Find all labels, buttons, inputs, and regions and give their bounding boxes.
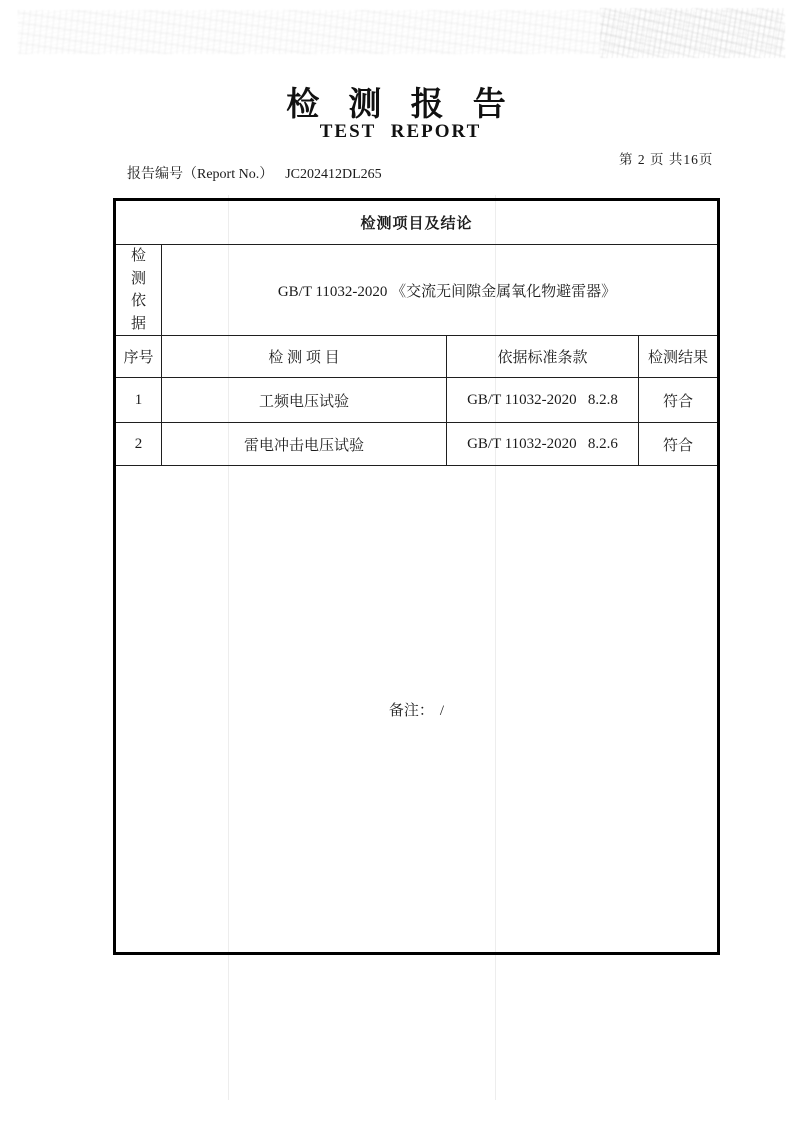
row-result: 符合 (639, 378, 719, 423)
remark-value: / (439, 702, 445, 719)
column-header-item: 检 测 项 目 (162, 336, 447, 378)
row-item: 雷电冲击电压试验 (162, 423, 447, 466)
document-subtitle: TEST REPORT (319, 121, 482, 142)
report-number-line (113, 147, 382, 199)
remark-row (115, 466, 719, 954)
table-title: 检测项目及结论 (115, 200, 719, 245)
row-clause: GB/T 11032-2020 8.2.8 (447, 378, 639, 423)
row-item: 工频电压试验 (162, 378, 447, 423)
test-basis-value: GB/T 11032-2020 《交流无间隙金属氧化物避雷器》 (162, 245, 719, 336)
test-basis-row (115, 245, 719, 336)
remark-cell (115, 466, 719, 954)
row-no: 2 (115, 423, 162, 466)
row-no: 1 (115, 378, 162, 423)
scan-artifact-band-right (600, 8, 785, 58)
document-title: 检 测 报 告 (286, 85, 515, 122)
column-header-no: 序号 (115, 336, 162, 378)
remark-label: 备注： (388, 702, 434, 719)
table-row (115, 423, 719, 466)
column-header-result: 检测结果 (639, 336, 719, 378)
column-header-row (115, 336, 719, 378)
page-indicator: 第 2 页 共16页 (619, 152, 714, 167)
column-header-clause: 依据标准条款 (447, 336, 639, 378)
row-result: 符合 (639, 423, 719, 466)
test-items-table (113, 198, 720, 955)
table-title-row (115, 200, 719, 245)
test-basis-label: 检测依据 (115, 245, 162, 336)
report-number-label: 报告编号（Report No.） (127, 167, 274, 182)
row-clause: GB/T 11032-2020 8.2.6 (447, 423, 639, 466)
table-row (115, 378, 719, 423)
report-number-value: JC202412DL265 (285, 167, 382, 182)
